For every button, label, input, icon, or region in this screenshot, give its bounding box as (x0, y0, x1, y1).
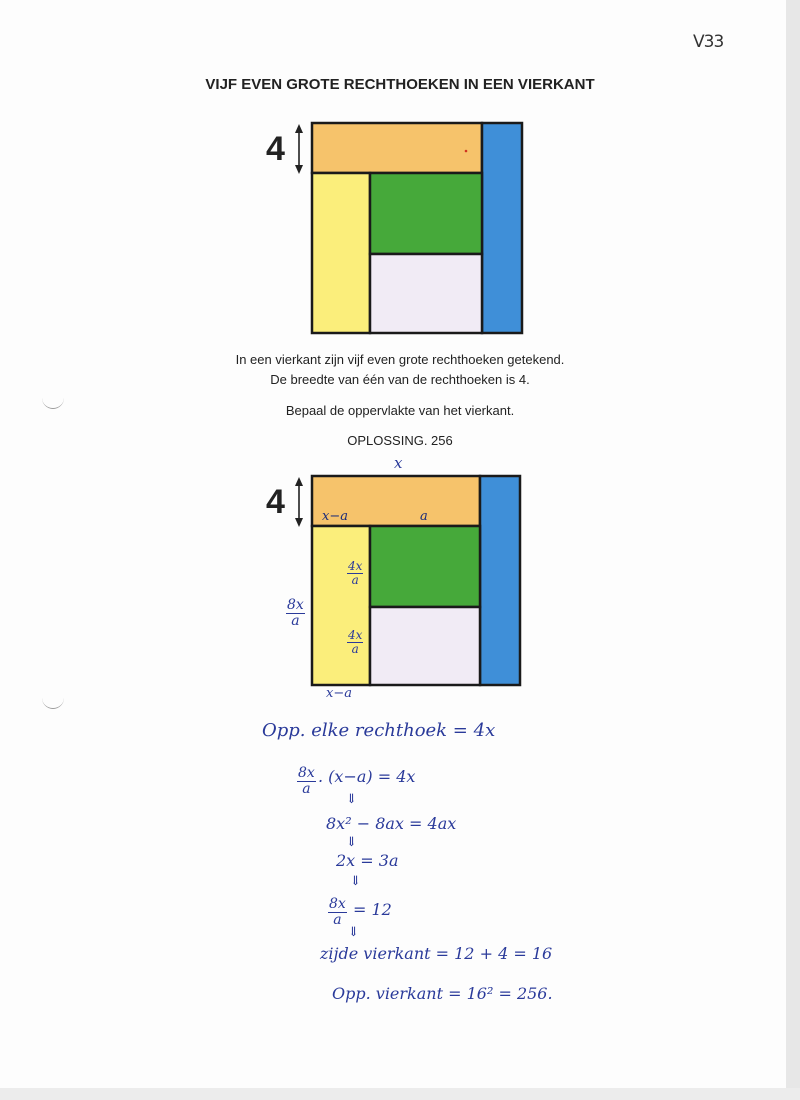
annotation-x-minus-a-top: x−a (322, 509, 348, 524)
handwritten-line-2: . (x−a) = 4x (318, 767, 416, 786)
rect-bottom-lilac (370, 254, 482, 333)
width-arrow-head-up (295, 124, 303, 133)
solution-label: OPLOSSING. 256 (347, 433, 453, 448)
handwritten-line-3: 8x² − 8ax = 4ax (326, 814, 457, 833)
annotation-frac-4x-a-upper: $\frac{4x}{a}$ (348, 559, 363, 587)
rect-middle-green (370, 173, 482, 254)
width-label-bottom: 4 (266, 483, 285, 521)
down-arrow-1: ⇓ (346, 792, 357, 807)
statement-line-2: De breedte van één van de rechthoeken is 4. (270, 372, 530, 387)
down-arrow-2: ⇓ (346, 835, 357, 850)
rect-left-yellow-2 (312, 526, 370, 685)
handwritten-line-6: zijde vierkant = 12 + 4 = 16 (320, 944, 553, 963)
down-arrow-4: ⇓ (348, 925, 359, 940)
handwritten-line-2-frac: $\frac{8x}{a}$ (298, 765, 315, 797)
annotation-a-top: a (420, 509, 428, 524)
exercise-code: V33 (693, 32, 724, 52)
width-arrow-head-down (295, 165, 303, 174)
width-label-top: 4 (266, 130, 285, 168)
figure-top (295, 123, 522, 333)
handwritten-line-1: Opp. elke rechthoek = 4x (262, 720, 496, 741)
figure-bottom (295, 476, 520, 685)
rect-middle-green-2 (370, 526, 480, 607)
annotation-x-top: x (394, 454, 403, 472)
question-text: Bepaal de oppervlakte van het vierkant. (285, 403, 515, 418)
rect-left-yellow (312, 173, 370, 333)
handwritten-line-5-frac: $\frac{8x}{a}$ (329, 896, 346, 928)
annotation-x-minus-a-bottom: x−a (326, 686, 352, 701)
handwritten-line-7: Opp. vierkant = 16² = 256. (332, 984, 553, 1003)
red-dot (465, 150, 468, 153)
handwritten-line-4: 2x = 3a (336, 851, 399, 870)
rect-bottom-lilac-2 (370, 607, 480, 685)
width-arrow-head-up-2 (295, 477, 303, 486)
rect-right-blue-2 (480, 476, 520, 685)
page-title: VIJF EVEN GROTE RECHTHOEKEN IN EEN VIERKANT (205, 76, 595, 93)
rect-top-orange (312, 123, 482, 173)
statement-line-1: In een vierkant zijn vijf even grote rechthoeken getekend. (235, 352, 565, 367)
width-arrow-head-down-2 (295, 518, 303, 527)
annotation-frac-8x-a: $\frac{8x}{a}$ (287, 597, 304, 629)
handwritten-line-5: = 12 (353, 900, 392, 919)
rect-right-blue (482, 123, 522, 333)
down-arrow-3: ⇓ (350, 874, 361, 889)
annotation-frac-4x-a-lower: $\frac{4x}{a}$ (348, 628, 363, 656)
